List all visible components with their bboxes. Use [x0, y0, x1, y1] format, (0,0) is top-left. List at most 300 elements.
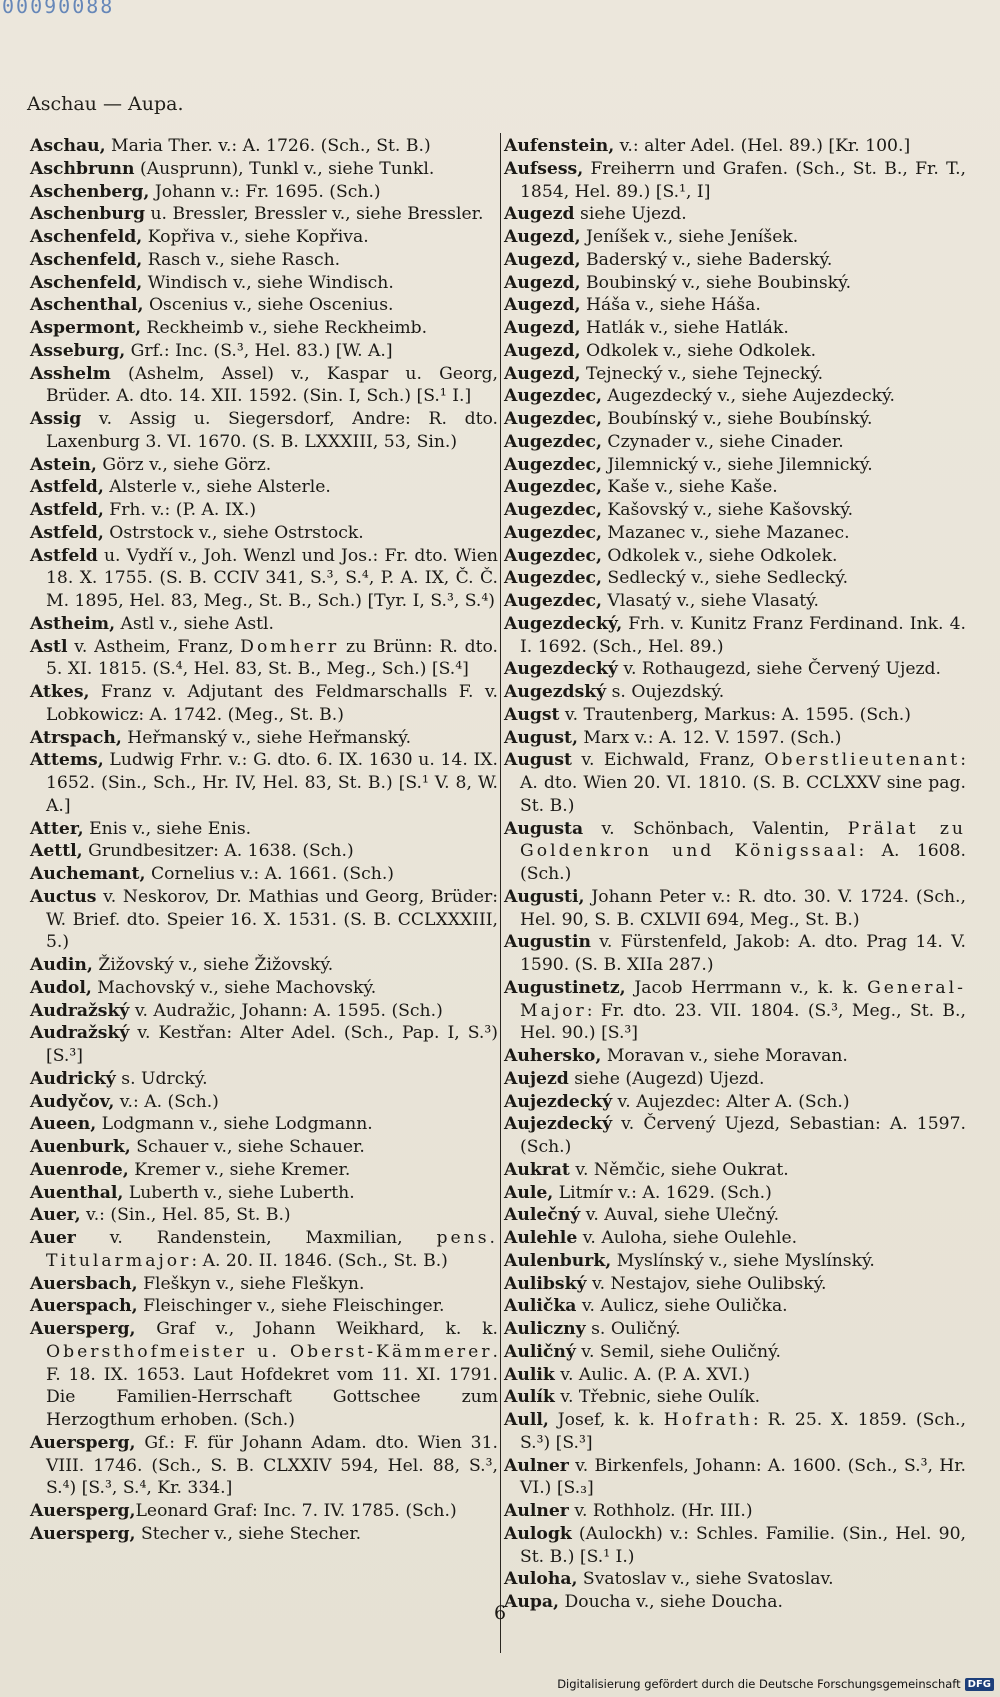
entry-headword: Auersbach, [30, 1273, 138, 1294]
register-entry [504, 1341, 966, 1364]
entry-text: Odkolek v., siehe Odkolek. [601, 545, 838, 566]
entry-headword: Aupa, [504, 1592, 559, 1612]
register-entry [504, 1500, 966, 1523]
entry-text: Leonard Graf: Inc. 7. IV. 1785. (Sch.) [135, 1501, 457, 1521]
entry-text: Johann Peter v.: R. dto. 30. V. 1724. (Sch., Hel. 90, S. B. CXLVII 694, Meg., St. B.) [520, 886, 966, 930]
entry-headword: Aulik [504, 1364, 555, 1385]
entry-text: Ludwig Frhr. v.: G. dto. 6. IX. 1630 u. 14. IX. 1652. (Sin., Sch., Hr. IV, Hel. 83, St. B.) [S.¹ V. 8, W. A.] [46, 750, 498, 816]
entry-spaced-title: Obersthofmeister u. Oberst-Kämmerer [46, 1341, 493, 1362]
entry-text: v. Randenstein, Maxmilian, [75, 1228, 437, 1248]
entry-headword: Audražský [30, 1023, 130, 1044]
register-entry [30, 135, 498, 158]
register-entry [504, 749, 966, 817]
entry-headword: Augst [504, 704, 560, 725]
register-entry [504, 1364, 966, 1387]
entry-headword: Aukrat [504, 1159, 570, 1180]
entry-text: siehe Ujezd. [574, 204, 687, 225]
entry-headword: Aulík [504, 1387, 555, 1408]
register-entry [30, 203, 498, 226]
entry-text: Oscenius v., siehe Oscenius. [143, 295, 394, 316]
entry-headword: Augezdec, [504, 454, 602, 475]
entry-text: v.: (Sin., Hel. 85, St. B.) [80, 1205, 291, 1226]
register-entry [504, 1273, 966, 1296]
entry-headword: Aschau, [30, 136, 106, 156]
entry-headword: Augezdec, [504, 409, 602, 429]
entry-headword: Aujezdecký [504, 1091, 613, 1112]
register-entry [504, 1568, 966, 1591]
entry-headword: Asseburg, [30, 340, 126, 361]
entry-text: Svatoslav v., siehe Svatoslav. [577, 1569, 834, 1590]
entry-text: v. Aulicz, siehe Oulička. [576, 1296, 788, 1317]
entry-text: Boubínský v., siehe Boubínský. [601, 409, 873, 429]
entry-text: Myslínský v., siehe Myslínský. [611, 1250, 875, 1271]
entry-text: Astl v., siehe Astl. [115, 613, 275, 634]
register-entry [30, 749, 498, 817]
register-entry [30, 476, 498, 499]
register-entry [504, 1386, 966, 1409]
register-entry [504, 681, 966, 704]
entry-text-continued: : A. 1608. (Sch.) [520, 841, 966, 884]
register-entry [504, 590, 966, 613]
entry-text: Graf v., Johann Weikhard, k. k. [135, 1319, 498, 1339]
entry-text: Fleischinger v., siehe Fleischinger. [137, 1296, 445, 1317]
entry-headword: Aschenburg [30, 204, 145, 225]
entry-headword: Atrspach, [30, 727, 122, 748]
register-entry [504, 1409, 966, 1455]
register-entry [504, 272, 966, 295]
entry-text: u. Vydří v., Joh. Wenzl und Jos.: Fr. dto. Wien 18. X. 1755. (S. B. CCIV 341, S.³, S.⁴, P. A. IX, Č. Č. M. 1895, Hel. 83, Meg., St. B., Sch.) [Tyr. I, S.³, S.⁴) [46, 545, 498, 611]
entry-text: Machovský v., siehe Machovský. [91, 977, 377, 998]
entry-text: v. Červený Ujezd, Sebastian: A. 1597. (Sch.) [520, 1114, 966, 1157]
entry-headword: Augusta [504, 818, 584, 839]
entry-spaced-title: Oberstlieutenant [764, 750, 961, 771]
entry-headword: Augezd [504, 204, 575, 225]
entry-headword: Augezd, [504, 272, 581, 293]
entry-text: siehe (Augezd) Ujezd. [568, 1068, 765, 1089]
entry-headword: Audyčov, [30, 1091, 115, 1112]
register-entry [504, 249, 966, 272]
entry-text: Vlasatý v., siehe Vlasatý. [601, 591, 819, 611]
register-entry [30, 340, 498, 363]
register-entry [30, 818, 498, 841]
entry-text: Frh. v. Kunitz Franz Ferdinand. Ink. 4. I. 1692. (Sch., Hel. 89.) [520, 613, 966, 657]
register-entry [504, 363, 966, 386]
register-entry [504, 1159, 966, 1182]
entry-spaced-title: Prälat zu Goldenkron und Königssaal [520, 818, 966, 862]
entry-headword: Aspermont, [30, 318, 142, 338]
entry-headword: Augezdecký, [504, 613, 623, 634]
register-entry [30, 1227, 498, 1273]
register-entry [504, 340, 966, 363]
register-entry [30, 886, 498, 954]
entry-text: v. Schönbach, Valentin, [583, 818, 848, 839]
entry-headword: Audol, [30, 977, 92, 998]
entry-headword: Aettl, [30, 841, 83, 862]
register-entry [504, 613, 966, 659]
entry-headword: Auličný [504, 1341, 576, 1362]
entry-text: v. Auloha, siehe Oulehle. [577, 1228, 798, 1248]
entry-headword: Augezd, [504, 363, 581, 384]
entry-text: Jilemnický v., siehe Jilemnický. [601, 454, 873, 475]
entry-headword: Aschenfeld, [30, 272, 143, 293]
entry-text: Žižovský v., siehe Žižovský. [92, 955, 334, 975]
entry-text: v. Rothholz. (Hr. III.) [568, 1501, 753, 1521]
entry-headword: Aueen, [30, 1114, 97, 1135]
register-entry [504, 1091, 966, 1114]
register-entry [504, 1295, 966, 1318]
entry-headword: Aulička [504, 1296, 577, 1317]
entry-headword: Augezdský [504, 682, 607, 702]
entry-headword: Augezdec, [504, 568, 602, 589]
entry-headword: Aulner [504, 1501, 569, 1521]
entry-text: v. Kestřan: Alter Adel. (Sch., Pap. I, S.³) [S.³] [46, 1023, 498, 1066]
entry-text: v. Nestajov, siehe Oulibský. [586, 1273, 827, 1294]
entry-text: Czynader v., siehe Cinader. [601, 431, 844, 452]
register-entry [30, 522, 498, 545]
register-entry [30, 181, 498, 204]
register-entry [504, 1227, 966, 1250]
register-entry [30, 294, 498, 317]
register-entry [30, 545, 498, 613]
entry-headword: Augezd, [504, 227, 581, 247]
register-entry [504, 658, 966, 681]
entry-text: v. Němčic, siehe Oukrat. [569, 1159, 789, 1180]
entry-text: s. Udrcký. [115, 1068, 208, 1089]
entry-headword: Aujezdecký [504, 1114, 613, 1135]
register-entry [504, 408, 966, 431]
entry-text: (Ashelm, Assel) v., Kaspar u. Georg, Brüder. A. dto. 14. XII. 1592. (Sin. I, Sch.) [S.¹ I.] [46, 363, 498, 407]
register-entry [504, 1113, 966, 1159]
entry-text: v. Aujezdec: Alter A. (Sch.) [612, 1091, 850, 1112]
entry-text: Hatlák v., siehe Hatlák. [580, 318, 789, 338]
register-entry [30, 272, 498, 295]
left-column [30, 135, 498, 1546]
register-entry [30, 954, 498, 977]
entry-headword: Aufsess, [504, 158, 584, 179]
entry-headword: Augezd, [504, 249, 581, 270]
register-entry [504, 1318, 966, 1341]
entry-spaced-title: Domherr [240, 636, 340, 657]
entry-text-continued: : A. dto. Wien 20. VI. 1810. (S. B. CCLXXV sine pag. St. B.) [520, 750, 966, 816]
entry-text: v. Astheim, Franz, [67, 636, 241, 657]
entry-headword: Augezdec, [504, 591, 602, 611]
entry-text: v.: alter Adel. (Hel. 89.) [Kr. 100.] [614, 136, 911, 156]
register-entry [504, 886, 966, 932]
entry-headword: Auloha, [504, 1569, 578, 1590]
register-entry [30, 681, 498, 727]
entry-headword: Augezdec, [504, 386, 602, 407]
register-entry [30, 1523, 498, 1546]
entry-text: Stecher v., siehe Stecher. [135, 1523, 362, 1544]
entry-text: v. Birkenfels, Johann: A. 1600. (Sch., S.³, Hr. VI.) [S.₃] [520, 1455, 966, 1499]
register-entry [504, 431, 966, 454]
entry-headword: Astfeld, [30, 477, 104, 498]
entry-text: Grf.: Inc. (S.³, Hel. 83.) [W. A.] [125, 340, 393, 361]
entry-text: Baderský v., siehe Baderský. [580, 249, 833, 270]
entry-headword: Asshelm [30, 363, 111, 384]
entry-headword: Auersperg, [30, 1501, 136, 1521]
entry-headword: Augezdec, [504, 431, 602, 452]
entry-headword: Auchemant, [30, 864, 146, 884]
register-entry [504, 727, 966, 750]
register-entry [504, 476, 966, 499]
entry-headword: August, [504, 727, 578, 748]
entry-spaced-title: pens. Titularmajor [46, 1228, 498, 1271]
entry-text: v. Třebnic, siehe Oulík. [554, 1387, 761, 1408]
entry-text: Reckheimb v., siehe Reckheimb. [141, 318, 428, 338]
register-entry [504, 1045, 966, 1068]
register-entry [504, 567, 966, 590]
register-entry [30, 408, 498, 454]
register-entry [30, 727, 498, 750]
entry-headword: Aulogk [504, 1523, 572, 1544]
entry-headword: Astl [30, 636, 68, 657]
entry-headword: Auerspach, [30, 1296, 138, 1317]
register-entry [504, 158, 966, 204]
entry-text: u. Bressler, Bressler v., siehe Bressler. [145, 204, 484, 225]
entry-text: Mazanec v., siehe Mazanec. [601, 522, 850, 543]
entry-headword: Augezdec, [504, 522, 602, 543]
entry-headword: Auenrode, [30, 1159, 129, 1180]
entry-text: Jeníšek v., siehe Jeníšek. [580, 227, 799, 247]
entry-headword: Aule, [504, 1182, 554, 1203]
entry-text: Kašovský v., siehe Kašovský. [601, 500, 854, 520]
entry-text: Augezdecký v., siehe Aujezdecký. [601, 386, 895, 407]
entry-headword: Auer, [30, 1205, 81, 1226]
entry-headword: Astfeld [30, 545, 98, 566]
register-entry [504, 203, 966, 226]
entry-text: Maria Ther. v.: A. 1726. (Sch., St. B.) [105, 136, 431, 156]
entry-headword: Augezdec, [504, 545, 602, 566]
entry-text: (Ausprunn), Tunkl v., siehe Tunkl. [134, 158, 435, 179]
register-entry [30, 636, 498, 682]
register-entry [504, 499, 966, 522]
register-entry [504, 522, 966, 545]
entry-headword: Audin, [30, 955, 93, 975]
register-entry [30, 1318, 498, 1432]
entry-text-continued: zu Brünn: R. dto. 5. XI. 1815. (S.⁴, Hel. 83, St. B., Meg., Sch.) [S.⁴] [46, 636, 498, 680]
entry-text: Lodgmann v., siehe Lodgmann. [96, 1114, 373, 1135]
right-column [504, 135, 966, 1614]
entry-text: Enis v., siehe Enis. [83, 818, 252, 839]
entry-headword: Assig [30, 409, 82, 429]
entry-headword: Aujezd [504, 1068, 569, 1089]
register-entry [30, 249, 498, 272]
entry-headword: Augezdec, [504, 500, 602, 520]
entry-headword: Auliczny [504, 1319, 586, 1339]
entry-headword: Auersperg, [30, 1523, 136, 1544]
entry-text: v. Aulic. A. (P. A. XVI.) [554, 1364, 750, 1385]
entry-text: Tejnecký v., siehe Tejnecký. [580, 363, 824, 384]
entry-text-continued: : R. 25. X. 1859. (Sch., S.³) [S.³] [520, 1410, 966, 1453]
entry-headword: Astein, [30, 454, 97, 475]
entry-text: v. Semil, siehe Ouličný. [575, 1341, 781, 1362]
register-entry [30, 317, 498, 340]
entry-text: Windisch v., siehe Windisch. [142, 272, 394, 293]
entry-headword: Auhersko, [504, 1046, 602, 1066]
digitization-footer [557, 1677, 994, 1691]
entry-headword: Augezdecký [504, 659, 618, 680]
entry-text: Josef, k. k. [548, 1410, 664, 1430]
register-entry [504, 545, 966, 568]
entry-headword: Atter, [30, 818, 84, 839]
register-entry [504, 1455, 966, 1501]
entry-headword: Augezd, [504, 318, 581, 338]
entry-text-continued: : A. 20. II. 1846. (Sch., St. B.) [191, 1250, 448, 1271]
entry-text-continued: : Fr. dto. 23. VII. 1804. (S.³, Meg., St. B., Hel. 90.) [S.³] [520, 1000, 966, 1044]
entry-text: Jacob Herrmann v., k. k. [625, 977, 868, 998]
register-entry [30, 1432, 498, 1500]
entry-text: Rasch v., siehe Rasch. [142, 249, 341, 270]
dfg-logo: DFG [965, 1678, 994, 1691]
register-entry [30, 1204, 498, 1227]
register-entry [30, 1068, 498, 1091]
entry-text: Heřmanský v., siehe Heřmanský. [121, 727, 412, 748]
register-entry [504, 317, 966, 340]
entry-headword: Auctus [30, 886, 97, 907]
entry-text: v. Trautenberg, Markus: A. 1595. (Sch.) [559, 704, 911, 725]
entry-headword: Audrický [30, 1068, 116, 1089]
entry-headword: Auenthal, [30, 1182, 124, 1203]
entry-headword: Attems, [30, 750, 104, 771]
register-entry [504, 226, 966, 249]
register-entry [30, 499, 498, 522]
entry-text: Alsterle v., siehe Alsterle. [103, 477, 331, 498]
entry-spaced-title: General-Major [520, 977, 966, 1021]
entry-text: s. Oujezdský. [606, 682, 725, 702]
entry-headword: Augezdec, [504, 477, 602, 498]
register-entry [504, 385, 966, 408]
entry-text: Luberth v., siehe Luberth. [123, 1182, 355, 1203]
entry-headword: Astfeld, [30, 500, 104, 520]
entry-text: Grundbesitzer: A. 1638. (Sch.) [82, 841, 354, 862]
entry-headword: Aufenstein, [504, 136, 615, 156]
entry-text: Háša v., siehe Háša. [580, 295, 761, 316]
register-entry [504, 454, 966, 477]
entry-text: v. Audražic, Johann: A. 1595. (Sch.) [129, 1000, 443, 1021]
entry-text: Moravan v., siehe Moravan. [601, 1046, 848, 1066]
register-entry [30, 226, 498, 249]
entry-text: v. Neskorov, Dr. Mathias und Georg, Brüder: W. Brief. dto. Speier 16. X. 1531. (S. B. CCLXXXIII, 5.) [46, 886, 498, 953]
register-entry [504, 1250, 966, 1273]
archive-stamp-number: 00090088 [2, 0, 115, 18]
entry-text: (Aulockh) v.: Schles. Familie. (Sin., Hel. 90, St. B.) [S.¹ I.) [520, 1523, 966, 1567]
register-entry [30, 1022, 498, 1068]
register-entry [30, 840, 498, 863]
entry-spaced-title: Hofrath [663, 1410, 753, 1430]
entry-text: v. Fürstenfeld, Jakob: A. dto. Prag 14. V. 1590. (S. B. XIIa 287.) [520, 932, 966, 975]
column-divider [500, 133, 501, 1653]
register-entry [30, 363, 498, 409]
entry-text: Boubinský v., siehe Boubinský. [580, 272, 852, 293]
entry-text: Franz v. Adjutant des Feldmarschalls F. v. Lobkowicz: A. 1742. (Meg., St. B.) [46, 682, 498, 725]
entry-headword: Auersperg, [30, 1432, 136, 1453]
entry-headword: Astfeld, [30, 522, 104, 543]
entry-headword: Augezd, [504, 340, 581, 361]
register-entry [30, 1000, 498, 1023]
entry-text: Freiherrn und Grafen. (Sch., St. B., Fr. T., 1854, Hel. 89.) [S.¹, I] [520, 158, 966, 202]
register-entry [504, 1523, 966, 1569]
register-entry [504, 1182, 966, 1205]
entry-text-continued: . F. 18. IX. 1653. Laut Hofdekret vom 11. XI. 1791. Die Familien-Herrschaft Gottschee zum Herzogthum erhoben. (Sch.) [46, 1341, 498, 1430]
entry-headword: Aschenthal, [30, 295, 144, 316]
register-entry [30, 863, 498, 886]
entry-text: v. Rothaugezd, siehe Červený Ujezd. [617, 659, 942, 680]
entry-text: Ostrstock v., siehe Ostrstock. [103, 522, 364, 543]
entry-headword: Atkes, [30, 682, 90, 702]
entry-text: Gf.: F. für Johann Adam. dto. Wien 31. VIII. 1746. (Sch., S. B. CLXXIV 594, Hel. 88, S.³, S.⁴) [S.³, S.⁴, Kr. 334.] [46, 1432, 498, 1499]
entry-headword: Auer [30, 1228, 76, 1248]
entry-text: Kopřiva v., siehe Kopřiva. [142, 227, 369, 247]
entry-text: Sedlecký v., siehe Sedlecký. [601, 568, 849, 589]
entry-text: v. Eichwald, Franz, [571, 750, 765, 771]
entry-headword: Aulenburk, [504, 1250, 612, 1271]
register-entry [30, 1091, 498, 1114]
entry-headword: Auenburk, [30, 1137, 131, 1157]
entry-text: Marx v.: A. 12. V. 1597. (Sch.) [577, 727, 842, 748]
register-entry [30, 1136, 498, 1159]
register-entry [504, 1068, 966, 1091]
register-entry [30, 454, 498, 477]
register-entry [504, 294, 966, 317]
entry-headword: Aulner [504, 1455, 569, 1476]
register-entry [504, 977, 966, 1045]
register-entry [30, 1182, 498, 1205]
entry-headword: Augusti, [504, 886, 585, 907]
entry-text: v.: A. (Sch.) [114, 1091, 219, 1112]
register-entry [504, 818, 966, 886]
entry-headword: Augustin [504, 932, 591, 953]
entry-headword: Astheim, [30, 613, 116, 634]
entry-text: v. Assig u. Siegersdorf, Andre: R. dto. Laxenburg 3. VI. 1670. (S. B. LXXXIII, 53, Sin.) [46, 409, 498, 452]
register-entry [504, 1204, 966, 1227]
entry-headword: Aschenfeld, [30, 249, 143, 270]
entry-text: Johann v.: Fr. 1695. (Sch.) [149, 181, 381, 202]
register-entry [30, 613, 498, 636]
entry-text: Frh. v.: (P. A. IX.) [103, 500, 257, 520]
entry-headword: Aschenfeld, [30, 227, 143, 247]
footer-credit-text: Digitalisierung gefördert durch die Deutsche Forschungsgemeinschaft [557, 1677, 961, 1691]
entry-text: Odkolek v., siehe Odkolek. [580, 340, 817, 361]
entry-headword: Augustinetz, [504, 977, 626, 998]
register-entry [504, 931, 966, 977]
entry-headword: Augezd, [504, 295, 581, 316]
entry-text: Cornelius v.: A. 1661. (Sch.) [145, 864, 394, 884]
register-entry [504, 135, 966, 158]
entry-headword: Aull, [504, 1410, 549, 1430]
register-entry [504, 704, 966, 727]
entry-text: Doucha v., siehe Doucha. [558, 1592, 783, 1612]
entry-text: Kaše v., siehe Kaše. [601, 477, 778, 498]
entry-headword: August [504, 750, 572, 771]
entry-headword: Aschbrunn [30, 158, 135, 179]
register-entry [30, 1273, 498, 1296]
page-number: 6 [494, 1602, 507, 1624]
entry-headword: Aulibský [504, 1273, 587, 1294]
entry-text: Schauer v., siehe Schauer. [130, 1137, 365, 1157]
register-entry [30, 1500, 498, 1523]
running-head: Aschau — Aupa. [27, 93, 184, 115]
register-entry [30, 977, 498, 1000]
entry-text: v. Auval, siehe Ulečný. [580, 1205, 780, 1226]
register-entry [30, 1295, 498, 1318]
register-entry [504, 1591, 966, 1614]
register-entry [30, 158, 498, 181]
entry-text: Fleškyn v., siehe Fleškyn. [137, 1273, 365, 1294]
entry-headword: Auersperg, [30, 1319, 136, 1339]
entry-headword: Aulehle [504, 1228, 578, 1248]
entry-headword: Aschenberg, [30, 181, 150, 202]
